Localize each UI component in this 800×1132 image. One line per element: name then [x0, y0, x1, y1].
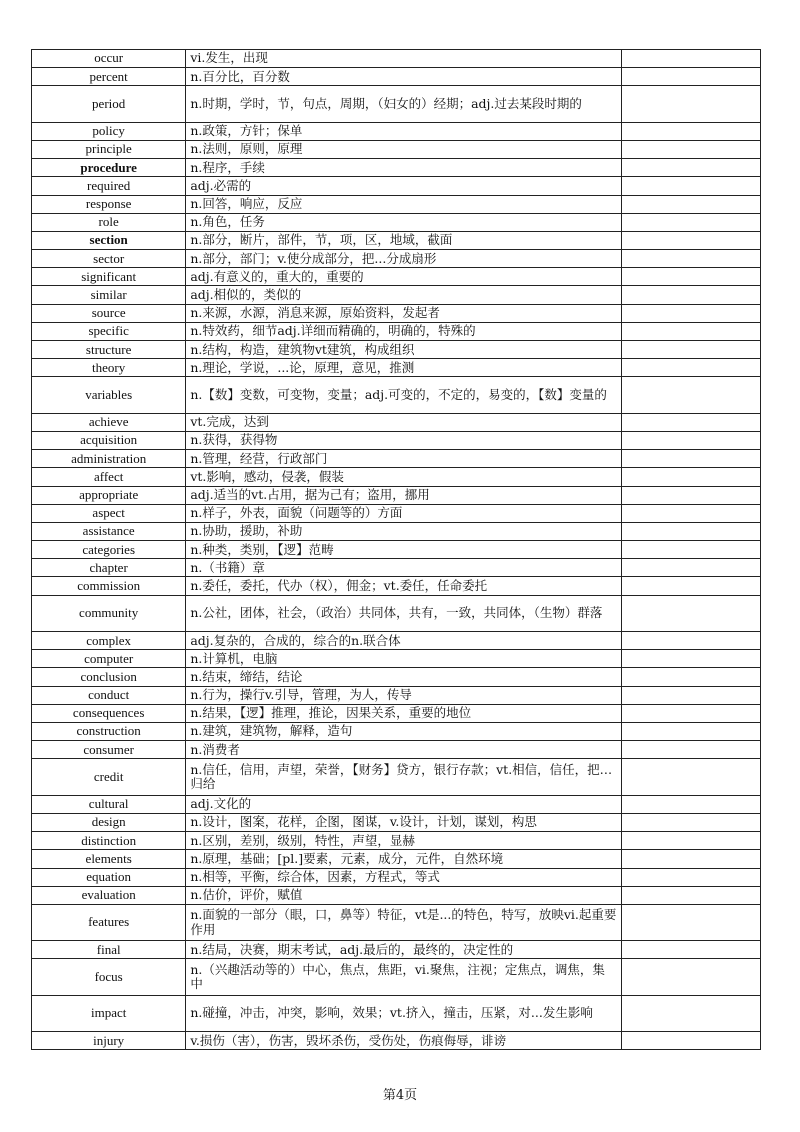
definition-cell: v.损伤（害），伤害，毁坏杀伤，受伤处，伤痕侮辱，诽谤 — [186, 1032, 622, 1050]
word-cell: distinction — [32, 832, 186, 850]
blank-cell — [621, 140, 760, 158]
definition-cell: n.获得，获得物 — [186, 431, 622, 449]
table-row — [32, 668, 761, 686]
table-row — [32, 86, 761, 122]
word-cell: construction — [32, 722, 186, 740]
word-cell: acquisition — [32, 431, 186, 449]
word-cell: computer — [32, 650, 186, 668]
table-row — [32, 704, 761, 722]
word-cell: achieve — [32, 413, 186, 431]
blank-cell — [621, 995, 760, 1031]
blank-cell — [621, 377, 760, 413]
table-row — [32, 159, 761, 177]
table-row — [32, 959, 761, 995]
definition-cell: vt.影响，感动，侵袭，假装 — [186, 468, 622, 486]
definition-cell: n.区别，差别，级别，特性，声望，显赫 — [186, 832, 622, 850]
word-cell: percent — [32, 68, 186, 86]
table-row — [32, 268, 761, 286]
blank-cell — [621, 650, 760, 668]
table-row — [32, 504, 761, 522]
table-row — [32, 832, 761, 850]
table-row — [32, 577, 761, 595]
blank-cell — [621, 450, 760, 468]
definition-cell: n.程序，手续 — [186, 159, 622, 177]
table-row — [32, 650, 761, 668]
table-row — [32, 868, 761, 886]
table-row — [32, 632, 761, 650]
blank-cell — [621, 704, 760, 722]
vocabulary-table — [31, 49, 761, 1050]
word-cell: source — [32, 304, 186, 322]
table-row — [32, 850, 761, 868]
table-row — [32, 522, 761, 540]
definition-cell: n.部分，断片，部件，节，项，区，地域，截面 — [186, 231, 622, 249]
blank-cell — [621, 213, 760, 231]
blank-cell — [621, 504, 760, 522]
word-cell: response — [32, 195, 186, 213]
definition-cell: n.部分，部门；v.使分成部分，把...分成扇形 — [186, 250, 622, 268]
blank-cell — [621, 322, 760, 340]
table-row — [32, 122, 761, 140]
word-cell: community — [32, 595, 186, 631]
definition-cell: n.结束，缔结，结论 — [186, 668, 622, 686]
definition-cell: adj.相似的，类似的 — [186, 286, 622, 304]
table-row — [32, 304, 761, 322]
blank-cell — [621, 559, 760, 577]
definition-cell: n.理论，学说，...论，原理，意见，推测 — [186, 359, 622, 377]
word-cell: occur — [32, 50, 186, 68]
definition-cell: n.样子，外表，面貌（问题等的）方面 — [186, 504, 622, 522]
blank-cell — [621, 1032, 760, 1050]
blank-cell — [621, 177, 760, 195]
definition-cell: n.设计，图案，花样，企图，图谋，v.设计，计划，谋划，构思 — [186, 813, 622, 831]
blank-cell — [621, 795, 760, 813]
definition-cell: n.原理，基础；[pl.]要素，元素，成分，元件，自然环境 — [186, 850, 622, 868]
table-row — [32, 813, 761, 831]
definition-cell: n.消费者 — [186, 741, 622, 759]
blank-cell — [621, 50, 760, 68]
table-row — [32, 595, 761, 631]
word-cell: features — [32, 904, 186, 940]
table-row — [32, 941, 761, 959]
definition-cell: n.来源，水源，消息来源，原始资料，发起者 — [186, 304, 622, 322]
word-cell: consumer — [32, 741, 186, 759]
word-cell: significant — [32, 268, 186, 286]
table-row — [32, 904, 761, 940]
definition-cell: n.建筑，建筑物，解释，造句 — [186, 722, 622, 740]
definition-cell: n.碰撞，冲击，冲突，影响，效果；vt.挤入，撞击，压紧，对...发生影响 — [186, 995, 622, 1031]
word-cell: chapter — [32, 559, 186, 577]
word-cell: specific — [32, 322, 186, 340]
blank-cell — [621, 68, 760, 86]
table-row — [32, 559, 761, 577]
table-row — [32, 68, 761, 86]
table-row — [32, 541, 761, 559]
definition-cell: n.特效药，细节adj.详细而精确的，明确的，特殊的 — [186, 322, 622, 340]
definition-cell: n.【数】变数，可变物，变量；adj.可变的，不定的，易变的，【数】变量的 — [186, 377, 622, 413]
blank-cell — [621, 304, 760, 322]
blank-cell — [621, 286, 760, 304]
table-row — [32, 213, 761, 231]
definition-cell: n.回答，响应，反应 — [186, 195, 622, 213]
definition-cell: n.管理，经营，行政部门 — [186, 450, 622, 468]
definition-cell: n.结果，【逻】推理，推论，因果关系，重要的地位 — [186, 704, 622, 722]
definition-cell: adj.文化的 — [186, 795, 622, 813]
vocabulary-table-body — [32, 50, 761, 1050]
table-row — [32, 177, 761, 195]
definition-cell: n.政策，方针；保单 — [186, 122, 622, 140]
word-cell: credit — [32, 759, 186, 795]
definition-cell: n.估价，评价，赋值 — [186, 886, 622, 904]
table-row — [32, 359, 761, 377]
word-cell: injury — [32, 1032, 186, 1050]
definition-cell: n.（书籍）章 — [186, 559, 622, 577]
definition-cell: adj.必需的 — [186, 177, 622, 195]
word-cell: principle — [32, 140, 186, 158]
definition-cell: n.面貌的一部分（眼，口，鼻等）特征，vt是...的特色，特写，放映vi.起重要作用 — [186, 904, 622, 940]
definition-cell: n.种类，类别，【逻】范畴 — [186, 541, 622, 559]
blank-cell — [621, 868, 760, 886]
blank-cell — [621, 468, 760, 486]
word-cell: equation — [32, 868, 186, 886]
blank-cell — [621, 195, 760, 213]
word-cell: assistance — [32, 522, 186, 540]
blank-cell — [621, 268, 760, 286]
word-cell: aspect — [32, 504, 186, 522]
definition-cell: n.角色，任务 — [186, 213, 622, 231]
table-row — [32, 195, 761, 213]
blank-cell — [621, 741, 760, 759]
word-cell: complex — [32, 632, 186, 650]
table-row — [32, 231, 761, 249]
table-row — [32, 686, 761, 704]
definition-cell: n.结局，决赛，期末考试，adj.最后的，最终的，决定性的 — [186, 941, 622, 959]
word-cell: appropriate — [32, 486, 186, 504]
table-row — [32, 250, 761, 268]
blank-cell — [621, 486, 760, 504]
definition-cell: vi.发生，出现 — [186, 50, 622, 68]
definition-cell: n.行为，操行v.引导，管理，为人，传导 — [186, 686, 622, 704]
word-cell: final — [32, 941, 186, 959]
blank-cell — [621, 832, 760, 850]
table-row — [32, 468, 761, 486]
blank-cell — [621, 431, 760, 449]
blank-cell — [621, 886, 760, 904]
blank-cell — [621, 413, 760, 431]
word-cell: period — [32, 86, 186, 122]
blank-cell — [621, 959, 760, 995]
definition-cell: n.委任，委托，代办（权），佣金；vt.委任，任命委托 — [186, 577, 622, 595]
blank-cell — [621, 759, 760, 795]
table-row — [32, 413, 761, 431]
blank-cell — [621, 632, 760, 650]
word-cell: affect — [32, 468, 186, 486]
blank-cell — [621, 850, 760, 868]
table-row — [32, 795, 761, 813]
definition-cell: n.百分比，百分数 — [186, 68, 622, 86]
definition-cell: n.计算机，电脑 — [186, 650, 622, 668]
table-row — [32, 886, 761, 904]
page-number: 第4页 — [382, 1088, 418, 1103]
definition-cell: adj.适当的vt.占用，据为己有；盗用，挪用 — [186, 486, 622, 504]
word-cell: role — [32, 213, 186, 231]
blank-cell — [621, 722, 760, 740]
table-row — [32, 486, 761, 504]
word-cell: impact — [32, 995, 186, 1031]
definition-cell: adj.复杂的，合成的，综合的n.联合体 — [186, 632, 622, 650]
blank-cell — [621, 541, 760, 559]
definition-cell: n.时期，学时，节，句点，周期，（妇女的）经期；adj.过去某段时期的 — [186, 86, 622, 122]
blank-cell — [621, 522, 760, 540]
table-row — [32, 140, 761, 158]
blank-cell — [621, 122, 760, 140]
definition-cell: n.信任，信用，声望，荣誉，【财务】贷方，银行存款；vt.相信，信任，把…归给 — [186, 759, 622, 795]
blank-cell — [621, 595, 760, 631]
word-cell: conduct — [32, 686, 186, 704]
word-cell: procedure — [32, 159, 186, 177]
word-cell: focus — [32, 959, 186, 995]
word-cell: sector — [32, 250, 186, 268]
definition-cell: vt.完成，达到 — [186, 413, 622, 431]
definition-cell: adj.有意义的，重大的，重要的 — [186, 268, 622, 286]
table-row — [32, 286, 761, 304]
blank-cell — [621, 86, 760, 122]
blank-cell — [621, 686, 760, 704]
word-cell: cultural — [32, 795, 186, 813]
definition-cell: n.协助，援助，补助 — [186, 522, 622, 540]
definition-cell: n.结构，构造，建筑物vt建筑，构成组织 — [186, 341, 622, 359]
definition-cell: n.公社，团体，社会，（政治）共同体，共有，一致，共同体，（生物）群落 — [186, 595, 622, 631]
table-row — [32, 759, 761, 795]
table-row — [32, 322, 761, 340]
word-cell: theory — [32, 359, 186, 377]
word-cell: variables — [32, 377, 186, 413]
blank-cell — [621, 668, 760, 686]
table-row — [32, 995, 761, 1031]
word-cell: structure — [32, 341, 186, 359]
blank-cell — [621, 159, 760, 177]
word-cell: consequences — [32, 704, 186, 722]
table-row — [32, 741, 761, 759]
table-row — [32, 377, 761, 413]
blank-cell — [621, 359, 760, 377]
definition-cell: n.法则，原则，原理 — [186, 140, 622, 158]
blank-cell — [621, 250, 760, 268]
word-cell: similar — [32, 286, 186, 304]
table-row — [32, 431, 761, 449]
word-cell: design — [32, 813, 186, 831]
definition-cell: n.相等，平衡，综合体，因素，方程式，等式 — [186, 868, 622, 886]
table-row — [32, 341, 761, 359]
word-cell: administration — [32, 450, 186, 468]
word-cell: commission — [32, 577, 186, 595]
word-cell: policy — [32, 122, 186, 140]
table-row — [32, 50, 761, 68]
blank-cell — [621, 231, 760, 249]
word-cell: conclusion — [32, 668, 186, 686]
word-cell: evaluation — [32, 886, 186, 904]
blank-cell — [621, 904, 760, 940]
table-row — [32, 1032, 761, 1050]
word-cell: section — [32, 231, 186, 249]
word-cell: required — [32, 177, 186, 195]
word-cell: elements — [32, 850, 186, 868]
word-cell: categories — [32, 541, 186, 559]
table-row — [32, 722, 761, 740]
blank-cell — [621, 813, 760, 831]
table-row — [32, 450, 761, 468]
blank-cell — [621, 941, 760, 959]
blank-cell — [621, 577, 760, 595]
blank-cell — [621, 341, 760, 359]
definition-cell: n.（兴趣活动等的）中心，焦点，焦距，vi.聚焦，注视；定焦点，调焦，集中 — [186, 959, 622, 995]
